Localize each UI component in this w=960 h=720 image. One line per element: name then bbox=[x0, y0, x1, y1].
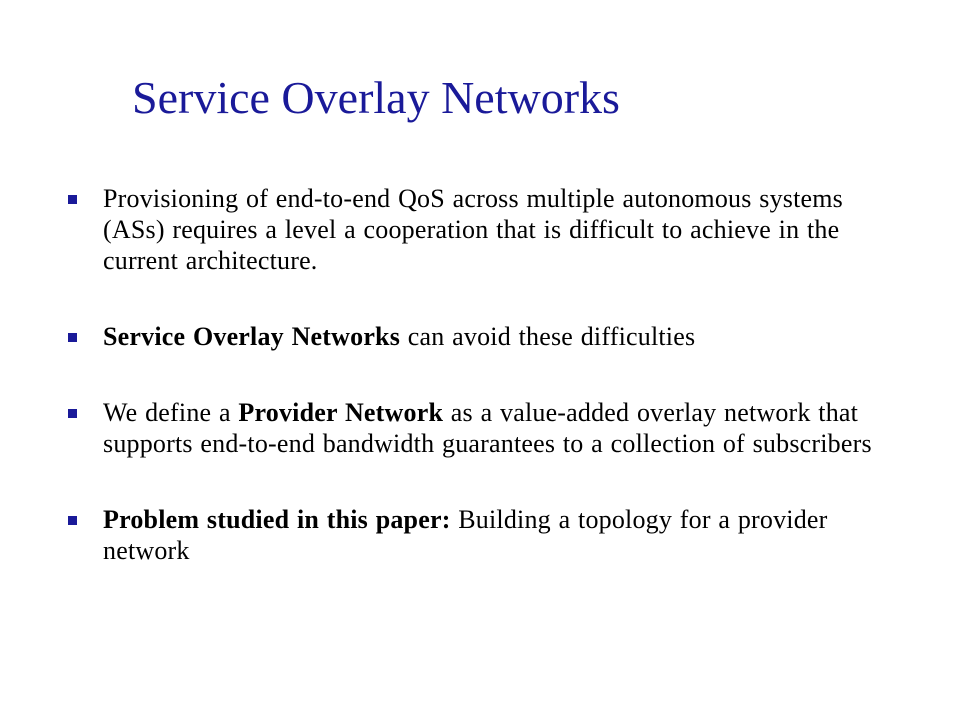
bullet-bold: Service Overlay Networks bbox=[103, 322, 401, 351]
bullet-before: We define a bbox=[103, 398, 239, 427]
bullet-item bbox=[0, 397, 960, 459]
bullet-body: Building a topology for a provider network bbox=[103, 505, 828, 565]
bullet-body: Provisioning of end-to-end QoS across multiple autonomous systems (ASs) requires a level a cooperation that is difficult to achieve in the current architecture. bbox=[103, 184, 844, 275]
square-bullet-icon bbox=[68, 195, 77, 204]
bullet-list bbox=[0, 183, 960, 611]
bullet-text bbox=[103, 321, 883, 352]
bullet-item bbox=[0, 504, 960, 566]
bullet-text bbox=[103, 183, 883, 276]
bullet-bold: Problem studied in this paper: bbox=[103, 505, 451, 534]
square-bullet-icon bbox=[68, 333, 77, 342]
bullet-item bbox=[0, 183, 960, 276]
bullet-body: can avoid these difficulties bbox=[400, 322, 696, 351]
slide-title: Service Overlay Networks bbox=[132, 72, 620, 123]
bullet-item bbox=[0, 321, 960, 352]
square-bullet-icon bbox=[68, 516, 77, 525]
bullet-bold: Provider Network bbox=[238, 398, 444, 427]
bullet-text bbox=[103, 397, 883, 459]
bullet-text bbox=[103, 504, 883, 566]
square-bullet-icon bbox=[68, 409, 77, 418]
bullet-body: as a value-added overlay network that supports end-to-end bandwidth guarantees to a collection of subscribers bbox=[103, 398, 872, 458]
